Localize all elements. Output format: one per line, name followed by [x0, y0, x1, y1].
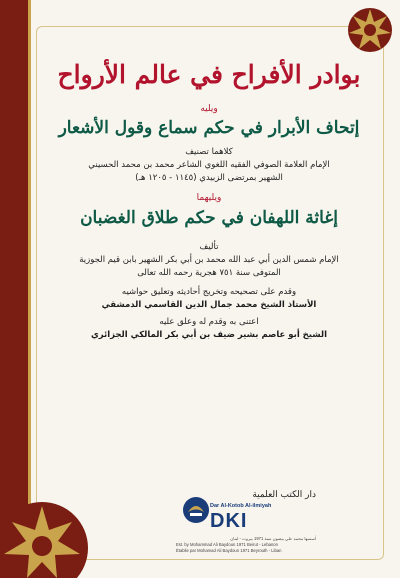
publisher-logo-text: DKI — [210, 510, 248, 532]
publisher-name-latin: Dar Al-Kotob Al-ilmiyah — [210, 503, 272, 509]
publisher-fine-en: Est. by Mohammad Ali Baydoun 1971 Beirut - Lebanon — [176, 542, 278, 547]
publisher-logo-icon — [182, 496, 210, 524]
third-author-line-1: الإمام شمس الدين أبي عبد الله محمد بن أبي بكر الشهير بابن قيم الجوزية — [79, 255, 339, 265]
editing-line-2: الأستاذ الشيخ محمد جمال الدين القاسمي الدمشقي — [101, 300, 317, 310]
editing-line-1: وقدم على تصحيحه وتخريج أحاديثه وتعليق حواشيه — [121, 287, 297, 297]
third-author-line-2: المتوفى سنة ٧٥١ هجرية رحمه الله تعالى — [137, 268, 281, 278]
publisher-fine-fr: Établie par Mohamad Ali Baydoun 1971 Beyrouth - Liban — [176, 548, 282, 553]
cover-text-block — [40, 40, 378, 342]
publisher-name-arabic: دار الكتب العلمية — [252, 490, 316, 500]
author-line-1: الإمام العلامة الصوفي الفقيه اللغوي الشاعر محمد بن محمد الحسيني — [88, 160, 330, 170]
both-by-label: كلاهما تصنيف — [185, 147, 233, 157]
publisher-fine-ar: أسسها محمد علي بيضون سنة 1971 بيروت - لبنان — [230, 536, 316, 541]
second-title: إتحاف الأبرار في حكم سماع وقول الأشعار — [58, 118, 360, 138]
publisher-block — [176, 490, 316, 560]
editing-line-3: اعتنى به وقدم له وعلق عليه — [159, 317, 259, 327]
third-title: إغاثة اللهفان في حكم طلاق الغضبان — [80, 208, 338, 228]
main-title: بوادر الأفراح في عالم الأرواح — [57, 60, 361, 89]
composition-label: تأليف — [199, 242, 219, 252]
editing-line-4: الشيخ أبو عاصم بشير ضيف بن أبي بكر المالكي الجزائري — [90, 330, 328, 340]
and-following-both-label: ويليهما — [196, 193, 222, 203]
bottom-left-ornament-icon — [2, 478, 100, 578]
and-following-label: ويليه — [200, 104, 218, 114]
publisher-fine-print — [176, 536, 316, 554]
author-line-2: الشهير بمرتضى الزبيدي (١١٤٥ - ١٢٠٥ هـ) — [135, 173, 283, 183]
